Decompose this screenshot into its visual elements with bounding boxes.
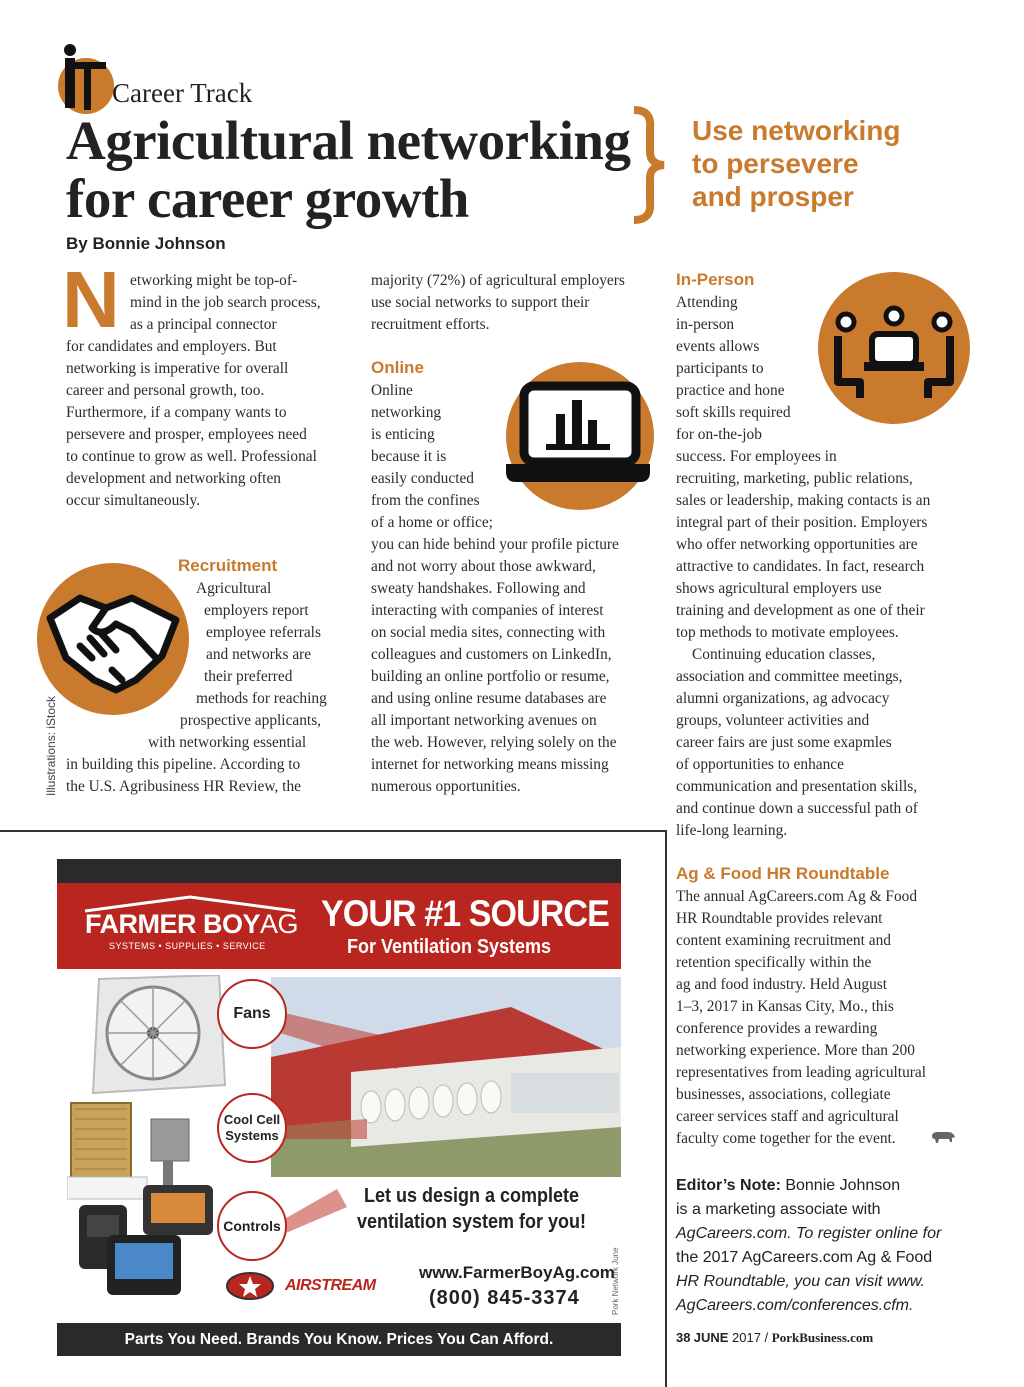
text-line: businesses, associations, collegiate (676, 1086, 891, 1103)
text-line: networking experience. More than 200 (676, 1042, 915, 1059)
byline: By Bonnie Johnson (66, 234, 226, 253)
intro-indented (130, 270, 350, 336)
text-line: internet for networking means missing (371, 756, 609, 773)
brand-name: FARMER BOY (85, 909, 261, 939)
brand-badge-icon (225, 1271, 275, 1306)
col2-top-paragraph (371, 270, 661, 336)
ad-side-note: Pork Network June (611, 1247, 620, 1315)
text-line: 1–3, 2017 in Kansas City, Mo., this (676, 998, 894, 1015)
text-line: Let us design a complete (363, 1185, 580, 1207)
editors-note (676, 1174, 976, 1318)
text-line: career services staff and agricultural (676, 1108, 899, 1125)
text-line: association and committee meetings, (676, 668, 903, 685)
text-line: retention specifically within the (676, 954, 872, 971)
text-line: development and networking often (66, 470, 281, 487)
recruitment-heading: Recruitment (178, 556, 278, 575)
page-number: 38 (676, 1330, 691, 1345)
text-line: and using online resume databases are (371, 690, 607, 707)
ad-subheadline: For Ventilation Systems (347, 936, 552, 958)
issue-year: 2017 / (728, 1330, 772, 1345)
text-line: is enticing (371, 426, 435, 443)
fans-callout: Fans (217, 979, 287, 1049)
text-line: Attending (676, 294, 738, 311)
text-line: AgCareers.com/conferences.cfm. (676, 1297, 914, 1314)
text-line: The annual AgCareers.com Ag & Food (676, 888, 918, 905)
text-line: you can hide behind your profile picture (371, 536, 619, 553)
fan-image (79, 975, 227, 1095)
text-line: Agricultural (196, 580, 272, 597)
text-line: numerous opportunities. (371, 778, 521, 795)
text-line: the 2017 AgCareers.com Ag & Food (676, 1249, 933, 1266)
text-line: Furthermore, if a company wants to (66, 404, 287, 421)
text-line: HR Roundtable provides relevant (676, 910, 883, 927)
text-line: ag and food industry. Held August (676, 976, 888, 993)
text-line: recruiting, marketing, public relations, (676, 470, 913, 487)
text-line: for candidates and employers. But (66, 338, 277, 355)
text-line: of opportunities to enhance (676, 756, 844, 773)
article-title (66, 112, 630, 228)
text-line: the U.S. Agribusiness HR Review, the (66, 778, 301, 795)
text-line: AgCareers.com. To register online for (676, 1225, 942, 1242)
text-line: who offer networking opportunities are (676, 536, 918, 553)
page-footer (676, 1330, 873, 1346)
text-line: communication and presentation skills, (676, 778, 918, 795)
inperson-heading: In-Person (676, 270, 755, 289)
text-line: occur simultaneously. (66, 492, 201, 509)
text-line: and not worry about those awkward, (371, 558, 596, 575)
roundtable-paragraph (676, 886, 966, 1150)
text-line: etworking might be top-of- (130, 272, 298, 289)
online-heading: Online (371, 358, 424, 377)
text-line: is a marketing associate with (676, 1201, 881, 1218)
roundtable-heading: Ag & Food HR Roundtable (676, 864, 890, 883)
text-line: participants to (676, 360, 764, 377)
text-line: soft skills required (676, 404, 791, 421)
text-line: content examining recruitment and (676, 932, 891, 949)
text-line: from the confines (371, 492, 480, 509)
text-line: majority (72%) of agricultural employers (371, 272, 625, 289)
text-line: representatives from leading agricultural (676, 1064, 926, 1081)
text-line: building an online portfolio or resume, (371, 668, 610, 685)
text-line: all important networking avenues on (371, 712, 597, 729)
text-line: events allows (676, 338, 760, 355)
text-line: career and personal growth, too. (66, 382, 265, 399)
brand-logo-box (79, 895, 301, 955)
ad-footer-text: Parts You Need. Brands You Know. Prices You Can Afford. (124, 1330, 554, 1348)
text-line: as a principal connector (130, 316, 277, 333)
ad-top-bar (57, 859, 621, 883)
tagline-line: and prosper (692, 181, 854, 212)
controls-callout: Controls (217, 1191, 287, 1261)
text-line: in-person (676, 316, 735, 333)
text-line: training and development as one of their (676, 602, 925, 619)
editor-label: Editor’s Note: (676, 1177, 781, 1194)
ad-footer-bar (57, 1323, 621, 1356)
text-line: easily conducted (371, 470, 474, 487)
text-line: for on-the-job (676, 426, 762, 443)
brand-subtitle: SYSTEMS • SUPPLIES • SERVICE (109, 941, 266, 951)
airstream-logo: AIRSTREAM (285, 1277, 376, 1294)
text-line: their preferred (204, 668, 293, 685)
text-line: networking (371, 404, 442, 421)
ad-frame-top (0, 830, 666, 832)
controls-image (79, 1185, 215, 1301)
inperson-paragraph (676, 292, 966, 842)
text-line: with networking essential (148, 734, 307, 751)
text-line: prospective applicants, (180, 712, 322, 729)
text-line: Continuing education classes, (692, 646, 876, 663)
text-line: employers report (204, 602, 309, 619)
advertisement[interactable] (57, 859, 621, 1356)
online-paragraph (371, 380, 661, 798)
text-line: use social networks to support their (371, 294, 590, 311)
text-line: methods for reaching (196, 690, 327, 707)
text-line: integral part of their position. Employers (676, 514, 928, 531)
text-line: ventilation system for you! (357, 1211, 587, 1233)
drop-cap: N (62, 255, 120, 344)
cool-cell-callout: Cool Cell Systems (217, 1093, 287, 1163)
brand-ag: AG (260, 909, 299, 939)
intro-paragraph (66, 336, 356, 512)
text-line: shows agricultural employers use (676, 580, 882, 597)
text-line: of a home or office; (371, 514, 493, 531)
text-line: top methods to motivate employees. (676, 624, 899, 641)
tagline (692, 114, 900, 213)
text-line: on social media sites, connecting with (371, 624, 606, 641)
text-line: and networks are (206, 646, 312, 663)
illustration-credit: Illustrations: iStock (44, 695, 58, 796)
text-line: sales or leadership, making contacts is an (676, 492, 931, 509)
title-line-1: Agricultural networking (66, 110, 631, 171)
ad-phone[interactable]: (800) 845-3374 (429, 1287, 580, 1309)
text-line: life-long learning. (676, 822, 788, 839)
text-line: HR Roundtable, you can visit www. (676, 1273, 925, 1290)
ad-frame-right (665, 830, 667, 1387)
text-line: the web. However, relying solely on the (371, 734, 617, 751)
ad-headline: YOUR #1 SOURCE (321, 893, 609, 934)
section-label: Career Track (112, 78, 253, 108)
text-line: colleagues and customers on LinkedIn, (371, 646, 612, 663)
pig-end-icon (930, 1130, 956, 1151)
text-line: employee referrals (206, 624, 321, 641)
text-line: in building this pipeline. According to (66, 756, 301, 773)
ad-website[interactable]: www.FarmerBoyAg.com (419, 1263, 615, 1282)
text-line: Online (371, 382, 413, 399)
text-line: interacting with companies of interest (371, 602, 604, 619)
text-line: conference provides a rewarding (676, 1020, 878, 1037)
text-line: recruitment efforts. (371, 316, 490, 333)
text-line: groups, volunteer activities and (676, 712, 870, 729)
text-line: practice and hone (676, 382, 785, 399)
text-span: Bonnie Johnson (780, 1177, 901, 1194)
text-line: to continue to grow as well. Professional (66, 448, 317, 465)
tagline-line: Use networking (692, 115, 901, 146)
text-line: and continue down a successful path of (676, 800, 918, 817)
tagline-brace (628, 106, 668, 229)
career-track-logo (56, 42, 116, 118)
text-line: success. For employees in (676, 448, 837, 465)
tagline-line: to persevere (692, 148, 859, 179)
issue-month: JUNE (693, 1330, 729, 1345)
text-line: persevere and prosper, employees need (66, 426, 307, 443)
text-line: networking is imperative for overall (66, 360, 289, 377)
title-line-2: for career growth (66, 168, 469, 229)
text-line: mind in the job search process, (130, 294, 321, 311)
footer-site: PorkBusiness.com (771, 1330, 874, 1345)
text-line: faculty come together for the event. (676, 1130, 896, 1147)
text-line: sweaty handshakes. Following and (371, 580, 586, 597)
text-line: alumni organizations, ag advocacy (676, 690, 890, 707)
design-tagline (357, 1183, 586, 1235)
text-line: attractive to candidates. In fact, research (676, 558, 925, 575)
text-line: career fairs are just some exapmles (676, 734, 892, 751)
text-line: because it is (371, 448, 447, 465)
text-line (676, 1174, 976, 1198)
